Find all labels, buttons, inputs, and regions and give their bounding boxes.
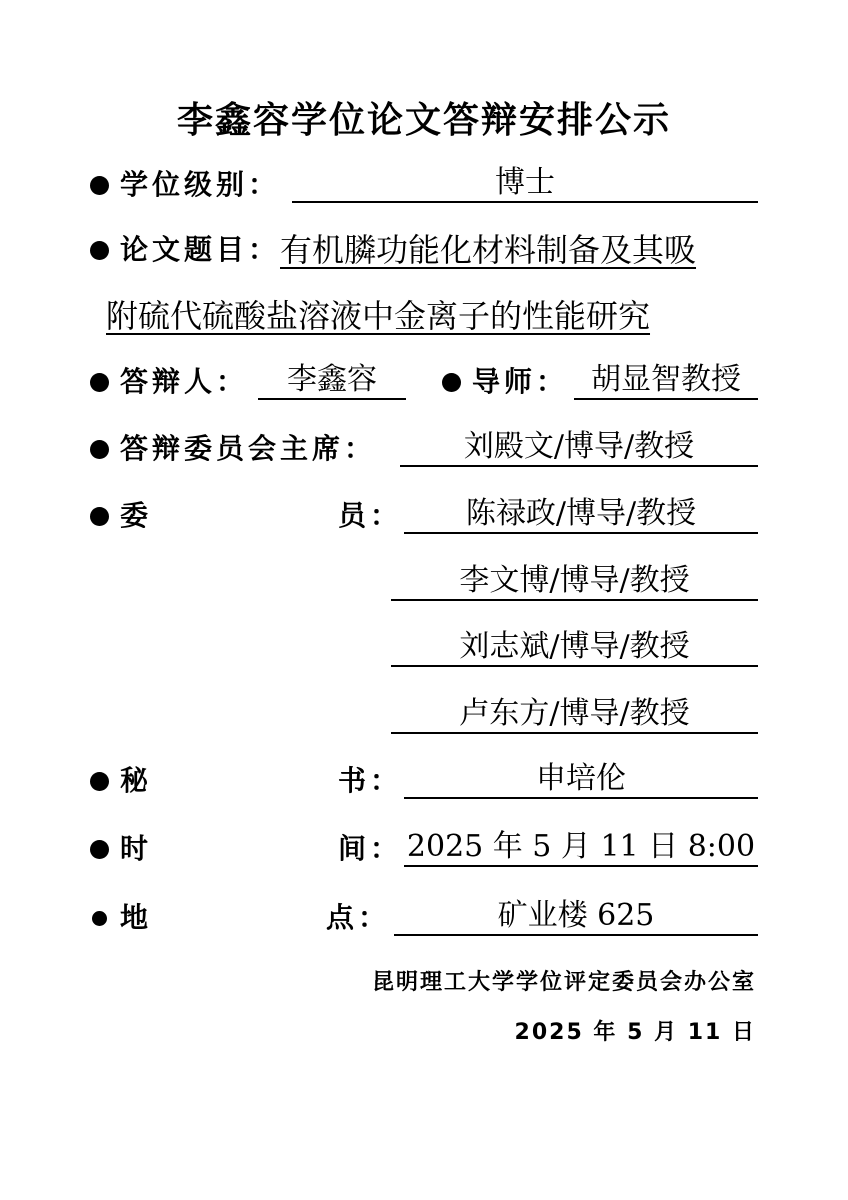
- issue-date: 2025 年 5 月 11 日: [514, 1020, 756, 1045]
- secretary-row: [90, 759, 760, 803]
- member-2: 李文博/博导/教授: [391, 561, 758, 601]
- bullet-icon: [90, 241, 109, 260]
- members-label-right: 员：: [338, 499, 403, 532]
- advisor-label: 导师：: [472, 365, 569, 398]
- bullet-icon: [90, 772, 109, 791]
- bullet-icon: [442, 373, 461, 392]
- time-label-left: 时: [120, 832, 153, 865]
- secretary-label-left: 秘: [120, 764, 153, 797]
- members-row: [90, 494, 760, 538]
- degree-row: [90, 163, 760, 207]
- location-row: [90, 896, 760, 940]
- defender-label: 答辩人：: [120, 365, 249, 398]
- issuing-office: 昆明理工大学学位评定委员会办公室: [371, 970, 756, 995]
- topic-line-1: 有机膦功能化材料制备及其吸: [280, 231, 697, 269]
- page-title: 李鑫容学位论文答辩安排公示: [176, 100, 671, 141]
- secretary-value: 申培伦: [404, 759, 758, 799]
- location-label-right: 点：: [326, 901, 391, 934]
- time-row: [90, 827, 760, 871]
- time-label-right: 间：: [338, 832, 403, 865]
- secretary-label-right: 书：: [338, 764, 403, 797]
- chair-label: 答辩委员会主席：: [120, 432, 377, 465]
- chair-row: [90, 427, 760, 471]
- degree-label: 学位级别：: [120, 168, 281, 201]
- bullet-icon: [90, 507, 109, 526]
- topic-label: 论文题目：: [120, 233, 281, 266]
- member-1: 陈禄政/博导/教授: [404, 494, 758, 534]
- location-value: 矿业楼 625: [394, 896, 758, 936]
- time-value: 2025 年 5 月 11 日 8:00: [404, 827, 758, 867]
- topic-row: [90, 228, 760, 272]
- chair-value: 刘殿文/博导/教授: [400, 427, 758, 467]
- topic-line-2: 附硫代硫酸盐溶液中金离子的性能研究: [106, 297, 651, 335]
- member-4: 卢东方/博导/教授: [391, 694, 758, 734]
- bullet-icon: [90, 176, 109, 195]
- defender-value: 李鑫容: [258, 360, 406, 400]
- bullet-icon: [90, 373, 109, 392]
- location-label-left: 地: [120, 901, 153, 934]
- bullet-icon: [92, 911, 107, 926]
- bullet-icon: [90, 440, 109, 459]
- members-label-left: 委: [120, 499, 153, 532]
- defender-row: [90, 360, 760, 404]
- degree-value: 博士: [292, 163, 758, 203]
- advisor-value: 胡显智教授: [574, 360, 758, 400]
- member-3: 刘志斌/博导/教授: [391, 627, 758, 667]
- bullet-icon: [90, 840, 109, 859]
